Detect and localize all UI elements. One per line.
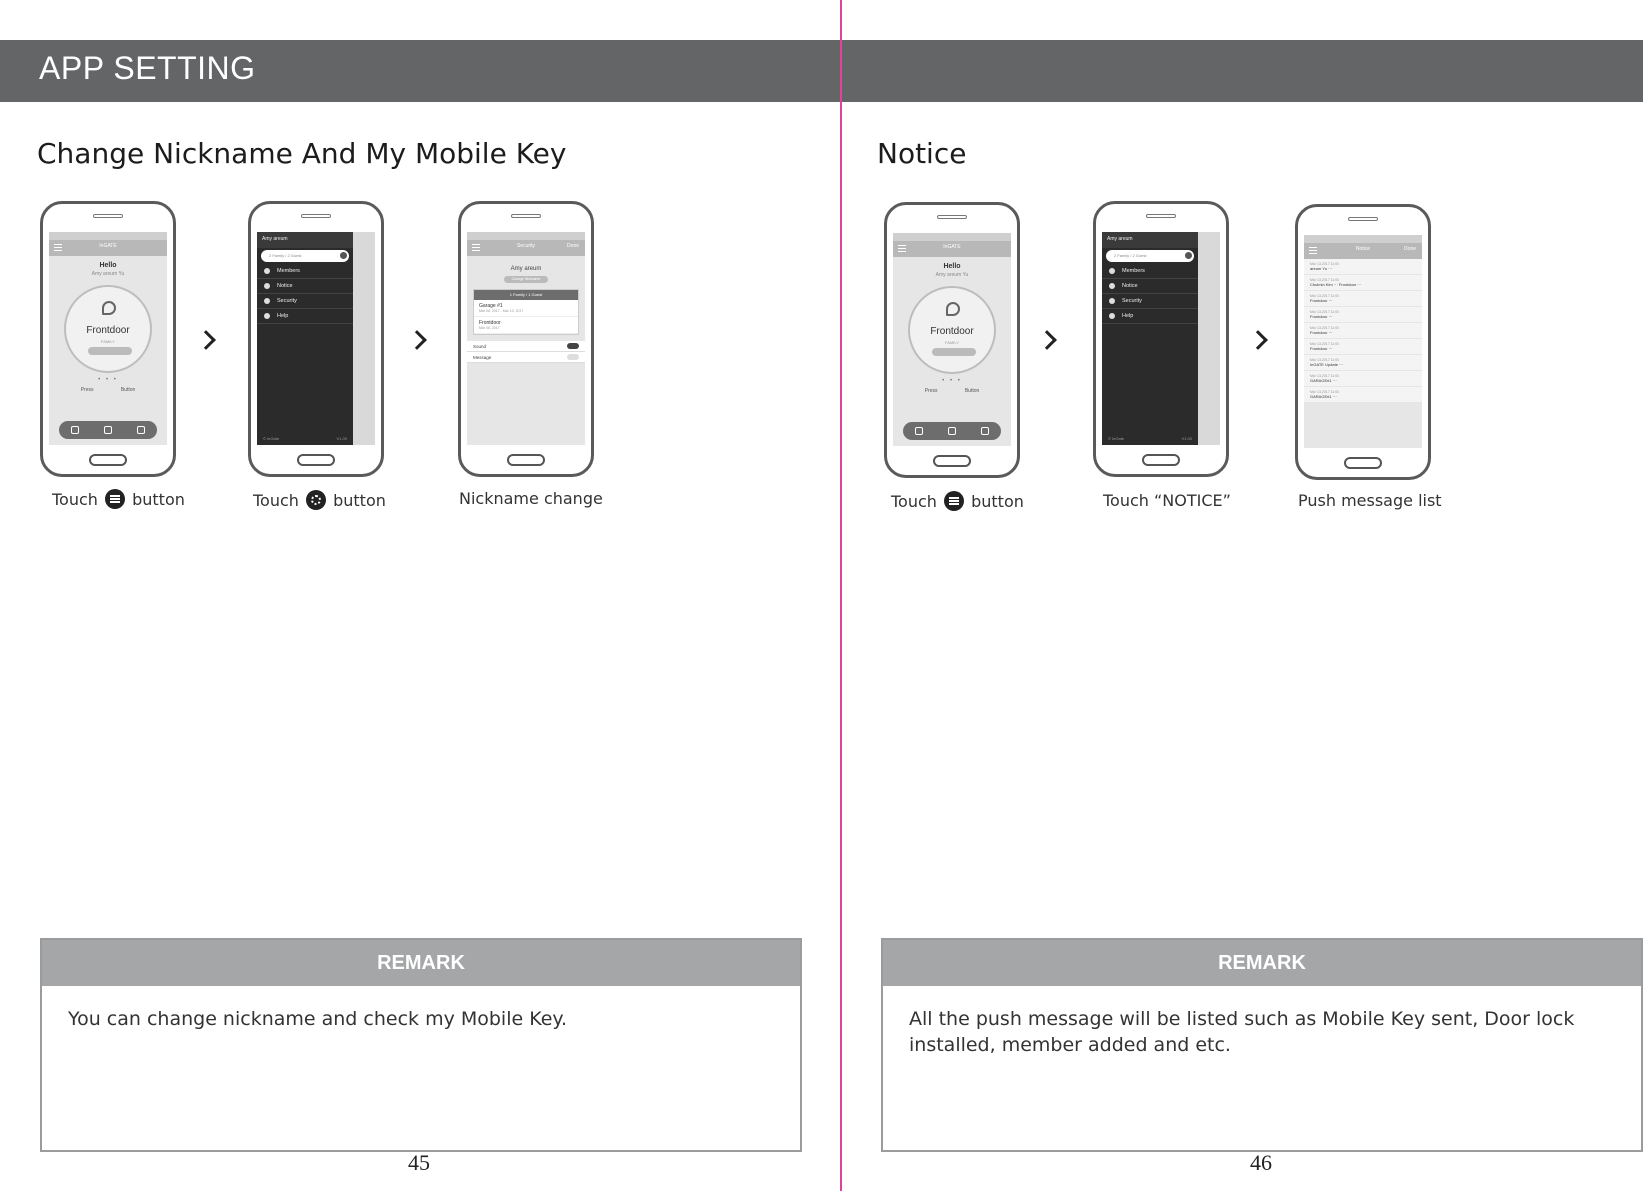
settings-icon[interactable] bbox=[981, 427, 989, 435]
key-date: Mar 06, 2017 bbox=[479, 326, 500, 330]
caption-touch-notice: Touch “NOTICE” bbox=[1103, 491, 1231, 510]
message-toggle-row bbox=[467, 352, 585, 363]
page-dots: • • • bbox=[98, 377, 118, 383]
notice-text: InGATE Update ··· bbox=[1310, 362, 1344, 367]
phone-speaker bbox=[511, 214, 541, 218]
notice-item[interactable] bbox=[1304, 355, 1422, 371]
notice-title: Notice bbox=[1355, 246, 1371, 252]
status-bar bbox=[1304, 235, 1422, 243]
caption-nickname-change: Nickname change bbox=[459, 489, 603, 508]
page-number-right: 46 bbox=[1250, 1150, 1272, 1175]
page-number-left: 45 bbox=[408, 1150, 430, 1175]
left-remark-box bbox=[40, 938, 802, 1152]
menu-icon bbox=[944, 491, 964, 511]
key-row[interactable] bbox=[474, 317, 578, 334]
home-button bbox=[507, 454, 545, 466]
page-dots: • • • bbox=[942, 378, 962, 384]
drawer-family-count[interactable]: 2 Family / 2 Guest bbox=[1106, 250, 1194, 262]
mobile-key-card bbox=[473, 289, 579, 335]
phone-home bbox=[884, 202, 1020, 478]
drawer-footer bbox=[263, 436, 347, 441]
caption-push-message-list: Push message list bbox=[1298, 491, 1442, 510]
home-button bbox=[297, 454, 335, 466]
app-bar bbox=[1304, 243, 1422, 259]
drawer-screen bbox=[257, 232, 375, 445]
chevron-right-icon bbox=[407, 330, 427, 350]
security-title: Security bbox=[516, 243, 536, 249]
notice-text: Frontdoor ··· bbox=[1310, 298, 1333, 303]
home-screen bbox=[893, 233, 1011, 446]
app-title: InGATE bbox=[943, 244, 961, 250]
app-title: InGATE bbox=[99, 243, 117, 249]
app-bar bbox=[893, 241, 1011, 257]
key-card-header: 1 Family / 1 Guest bbox=[474, 290, 578, 300]
drawer-footer bbox=[1108, 436, 1192, 441]
notice-date: Mar 13,2017 11:00 bbox=[1310, 294, 1340, 298]
notice-date: Mar 13,2017 11:00 bbox=[1310, 310, 1340, 314]
phone-drawer bbox=[1093, 201, 1229, 477]
notice-item[interactable] bbox=[1304, 323, 1422, 339]
chevron-right-icon bbox=[1248, 330, 1268, 350]
caption-touch: Touch bbox=[52, 490, 98, 509]
caption-touch-gear bbox=[253, 490, 386, 510]
notice-date: Mar 13,2017 11:00 bbox=[1310, 262, 1340, 266]
chevron-right-icon bbox=[1037, 330, 1057, 350]
drawer-item-notice[interactable]: Notice bbox=[257, 279, 353, 294]
message-toggle[interactable] bbox=[567, 354, 579, 360]
caption-button: button bbox=[333, 491, 386, 510]
chevron-right-icon bbox=[196, 330, 216, 350]
drawer-brand: © InGate bbox=[263, 436, 280, 441]
notice-text: GARAGE#1 ··· bbox=[1310, 394, 1337, 399]
phone-security bbox=[458, 201, 594, 477]
door-name: Frontdoor bbox=[86, 325, 130, 336]
press-row bbox=[893, 388, 1011, 394]
drawer-user: Amy areum bbox=[1102, 232, 1198, 248]
key-name: Frontdoor bbox=[479, 320, 501, 326]
right-remark-box bbox=[881, 938, 1643, 1152]
phone-speaker bbox=[1348, 217, 1378, 221]
door-pill bbox=[88, 347, 132, 355]
home-button bbox=[1344, 457, 1382, 469]
notice-text: Frontdoor ··· bbox=[1310, 314, 1333, 319]
drawer-item-security[interactable]: Security bbox=[257, 294, 353, 309]
side-drawer bbox=[257, 232, 353, 445]
message-label: Message bbox=[473, 354, 492, 360]
sound-label: Sound bbox=[473, 343, 487, 349]
key-date: Mar 06, 2017 - Mar 13, 2017 bbox=[479, 309, 524, 313]
remark-heading: REMARK bbox=[883, 940, 1641, 986]
sound-toggle[interactable] bbox=[567, 343, 579, 349]
send-key-icon[interactable] bbox=[948, 427, 956, 435]
notice-item[interactable] bbox=[1304, 387, 1422, 403]
hello-text: Hello bbox=[943, 263, 961, 270]
door-name: Frontdoor bbox=[930, 326, 974, 337]
button-label: Button bbox=[120, 387, 136, 393]
drawer-screen bbox=[1102, 232, 1220, 445]
notice-date: Mar 13,2017 11:00 bbox=[1310, 374, 1340, 378]
side-drawer bbox=[1102, 232, 1198, 445]
done-button[interactable]: Done bbox=[1404, 246, 1416, 252]
notice-text: Frontdoor ··· bbox=[1310, 346, 1333, 351]
send-key-icon[interactable] bbox=[104, 426, 112, 434]
notice-item[interactable] bbox=[1304, 371, 1422, 387]
drawer-item-help[interactable]: Help bbox=[1102, 309, 1198, 324]
notice-item[interactable] bbox=[1304, 339, 1422, 355]
notice-item[interactable] bbox=[1304, 307, 1422, 323]
app-bar bbox=[49, 240, 167, 256]
status-bar bbox=[893, 233, 1011, 241]
notice-date: Mar 13,2017 11:00 bbox=[1310, 390, 1340, 394]
caption-touch-menu bbox=[891, 491, 1024, 511]
notice-date: Mar 13,2017 11:00 bbox=[1310, 278, 1340, 282]
caption-touch-menu bbox=[52, 489, 185, 509]
page-spine-divider bbox=[840, 0, 842, 1191]
caption-button: button bbox=[132, 490, 185, 509]
caption-touch: Touch bbox=[253, 491, 299, 510]
caption-button: button bbox=[971, 492, 1024, 511]
right-section-title: Notice bbox=[877, 137, 967, 170]
caption-touch: Touch bbox=[891, 492, 937, 511]
phone-home bbox=[40, 201, 176, 477]
drawer-user: Amy areum bbox=[257, 232, 353, 248]
notice-text: Chulmin Kim ··· Frontdoor ··· bbox=[1310, 282, 1362, 287]
key-icon bbox=[946, 302, 960, 316]
key-name: Garage #1 bbox=[479, 303, 503, 309]
drawer-item-members[interactable]: Members bbox=[257, 264, 353, 279]
history-icon[interactable] bbox=[71, 426, 79, 434]
drawer-item-security[interactable]: Security bbox=[1102, 294, 1198, 309]
notice-text: GARAGE#1 ··· bbox=[1310, 378, 1337, 383]
phone-speaker bbox=[301, 214, 331, 218]
drawer-version: V1.00 bbox=[1181, 436, 1192, 441]
remark-body: You can change nickname and check my Mobile Key. bbox=[68, 1008, 568, 1030]
phone-notice bbox=[1295, 204, 1431, 480]
done-button[interactable]: Done bbox=[567, 243, 579, 249]
user-name: Amy areum Yu bbox=[91, 271, 125, 277]
drawer-brand: © InGate bbox=[1108, 436, 1125, 441]
notice-date: Mar 13,2017 11:00 bbox=[1310, 342, 1340, 346]
press-row bbox=[49, 387, 167, 393]
drawer-item-notice[interactable]: Notice bbox=[1102, 279, 1198, 294]
app-bar bbox=[467, 240, 585, 256]
notice-text: areum Yu ··· bbox=[1310, 266, 1333, 271]
home-button bbox=[89, 454, 127, 466]
phone-speaker bbox=[1146, 214, 1176, 218]
notice-item[interactable] bbox=[1304, 291, 1422, 307]
notice-item[interactable] bbox=[1304, 259, 1422, 275]
notice-date: Mar 13,2017 11:00 bbox=[1310, 358, 1340, 362]
notice-item[interactable] bbox=[1304, 275, 1422, 291]
home-button bbox=[1142, 454, 1180, 466]
sound-toggle-row bbox=[467, 341, 585, 352]
remark-body: All the push message will be listed such as Mobile Key sent, Door lock installed, member added and etc. bbox=[909, 1008, 1575, 1056]
header-title: APP SETTING bbox=[39, 50, 256, 86]
phone-speaker bbox=[937, 215, 967, 219]
press-label: Press bbox=[924, 388, 938, 394]
left-section-title: Change Nickname And My Mobile Key bbox=[37, 137, 567, 170]
home-button bbox=[933, 455, 971, 467]
door-circle[interactable] bbox=[908, 286, 996, 374]
door-circle[interactable] bbox=[64, 285, 152, 373]
security-screen bbox=[467, 232, 585, 445]
door-pill bbox=[932, 348, 976, 356]
phone-drawer bbox=[248, 201, 384, 477]
drawer-item-help[interactable]: Help bbox=[257, 309, 353, 324]
drawer-family-count[interactable]: 2 Family / 2 Guest bbox=[261, 250, 349, 262]
family-label: FAMILY bbox=[945, 340, 959, 345]
key-row[interactable] bbox=[474, 300, 578, 317]
drawer-item-members[interactable]: Members bbox=[1102, 264, 1198, 279]
notice-screen bbox=[1304, 235, 1422, 448]
family-label: FAMILY bbox=[101, 339, 115, 344]
change-nickname-button[interactable]: Change Nickname bbox=[504, 276, 548, 283]
home-screen bbox=[49, 232, 167, 445]
user-name: Amy areum Yu bbox=[935, 272, 969, 278]
nickname: Amy areum bbox=[510, 266, 542, 272]
tab-bar bbox=[59, 421, 157, 439]
status-bar bbox=[49, 232, 167, 240]
tab-bar bbox=[903, 422, 1001, 440]
history-icon[interactable] bbox=[915, 427, 923, 435]
key-icon bbox=[102, 301, 116, 315]
phone-speaker bbox=[93, 214, 123, 218]
drawer-version: V1.00 bbox=[336, 436, 347, 441]
press-label: Press bbox=[80, 387, 94, 393]
button-label: Button bbox=[964, 388, 980, 394]
menu-icon bbox=[105, 489, 125, 509]
hello-text: Hello bbox=[99, 262, 117, 269]
remark-heading: REMARK bbox=[42, 940, 800, 986]
notice-date: Mar 13,2017 11:00 bbox=[1310, 326, 1340, 330]
status-bar bbox=[467, 232, 585, 240]
gear-icon bbox=[306, 490, 326, 510]
settings-icon[interactable] bbox=[137, 426, 145, 434]
notice-text: Frontdoor ··· bbox=[1310, 330, 1333, 335]
